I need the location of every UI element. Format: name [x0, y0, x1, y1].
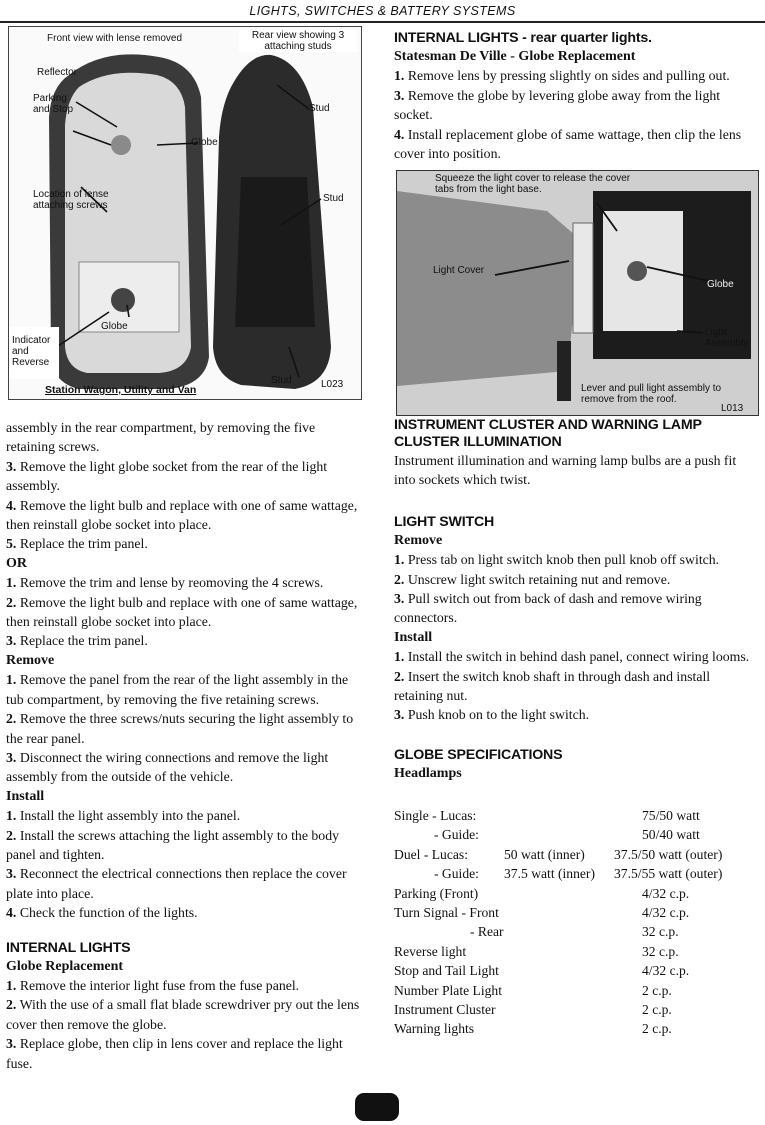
remove-step-2: 2. Remove the three screws/nuts securing the light assembly to the rear panel.: [6, 711, 354, 746]
ls-remove-step-3: 3. Pull switch out from back of dash and remove wiring connectors.: [394, 591, 702, 626]
ls-install-step-2: 2. Insert the switch knob shaft in through dash and install retaining nut.: [394, 668, 711, 704]
header-rule: [0, 21, 765, 23]
spec-row: Number Plate Light 2 c.p.: [394, 982, 672, 998]
parking-stop-label: Parking and Stop: [33, 93, 74, 115]
or-heading: OR: [6, 555, 27, 571]
globe-top-label: Globe: [191, 137, 218, 148]
squeeze-caption: Squeeze the light cover to release the cover tabs from the light base.: [435, 173, 631, 195]
remove-step-3: 3. Disconnect the wiring connections and remove the light assembly from the outside of the vehicle.: [6, 749, 329, 785]
light-switch-remove-heading: Remove: [394, 532, 443, 548]
statesman-subheading: Statesman De Ville - Globe Replacement: [394, 49, 636, 64]
rear-view-label: Rear view showing 3 attaching studs: [239, 30, 357, 52]
spec-row: Turn Signal - Front 4/32 c.p.: [394, 904, 690, 920]
reflector-label: Reflector: [37, 67, 78, 78]
step-4: 4. Remove the light bulb and replace with one of same wattage, then reinstall globe socket into place.: [6, 497, 358, 533]
rear-quarter-heading: INTERNAL LIGHTS - rear quarter lights.: [394, 30, 652, 46]
instrument-cluster-text: Instrument illumination and warning lamp bulbs are a push fit into sockets which twist.: [394, 453, 737, 488]
lever-caption: Lever and pull light assembly to remove from the roof.: [581, 383, 722, 405]
continued-text: assembly in the rear compartment, by removing the five retaining screws.: [6, 420, 316, 455]
ls-remove-step-2: 2. Unscrew light switch retaining nut and remove.: [394, 571, 671, 587]
right-column-lower: [394, 417, 756, 783]
rq-step-3: 3. Remove the globe by levering globe away from the light socket.: [394, 87, 721, 123]
install-step-3: 3. Reconnect the electrical connections then replace the cover plate into place.: [6, 866, 347, 901]
internal-step-3: 3. Replace globe, then clip in lens cover and replace the light fuse.: [6, 1036, 343, 1071]
install-step-1: 1. Install the light assembly into the panel.: [6, 808, 241, 824]
spec-row: Warning lights 2 c.p.: [394, 1021, 672, 1037]
remove-step-1: 1. Remove the panel from the rear of the light assembly in the tub compartment, by removing the five retaining screws.: [6, 672, 349, 707]
rq-step-1: 1. Remove lens by pressing slightly on sides and pulling out.: [394, 68, 730, 84]
tail-light-illustration: [9, 27, 361, 399]
light-assembly-label: Light Assembly: [705, 327, 749, 349]
figure-caption: Station Wagon, Utility and Van: [45, 384, 197, 396]
spec-row: Duel - Lucas: 50 watt (inner) 37.5/50 watt (outer): [394, 846, 723, 862]
spec-row: Stop and Tail Light 4/32 c.p.: [394, 963, 690, 979]
step-3: 3. Remove the light globe socket from the rear of the light assembly.: [6, 458, 328, 494]
spec-row: Parking (Front) 4/32 c.p.: [394, 885, 690, 901]
rear-quarter-section: [394, 30, 756, 163]
figure-code: L013: [721, 403, 744, 414]
install-step-4: 4. Check the function of the lights.: [6, 905, 198, 921]
rq-step-4: 4. Install replacement globe of same wattage, then clip the lens cover into position.: [394, 126, 742, 162]
light-switch-install-heading: Install: [394, 629, 433, 645]
globe-specs-heading: GLOBE SPECIFICATIONS: [394, 746, 563, 763]
indicator-reverse-label: Indicator and Reverse: [12, 335, 51, 368]
internal-step-2: 2. With the use of a small flat blade screwdriver pry out the lens cover then remove the globe.: [6, 997, 360, 1032]
interior-light-illustration: [397, 171, 758, 415]
remove-heading: Remove: [6, 652, 55, 668]
step-5: 5. Replace the trim panel.: [6, 536, 148, 552]
globe-label: Globe: [707, 279, 734, 290]
alt-step-3: 3. Replace the trim panel.: [6, 633, 148, 649]
headlamps-heading: Headlamps: [394, 765, 462, 781]
internal-step-1: 1. Remove the interior light fuse from the fuse panel.: [6, 977, 300, 993]
figure-code: L023: [321, 379, 344, 390]
screw-location-label: Location of lense attaching screws: [33, 189, 109, 211]
spec-row: - Guide: 50/40 watt: [434, 827, 700, 843]
install-heading: Install: [6, 788, 45, 804]
alt-step-2: 2. Remove the light bulb and replace with one of same wattage, then reinstall globe socket into place.: [6, 594, 358, 630]
alt-step-1: 1. Remove the trim and lense by reomoving the 4 screws.: [6, 575, 324, 591]
stud-label-3: Stud: [271, 375, 292, 386]
spec-row: Instrument Cluster 2 c.p.: [394, 1001, 672, 1017]
spec-row: Reverse light 32 c.p.: [394, 943, 679, 959]
stud-label-2: Stud: [323, 193, 344, 204]
interior-light-figure: [396, 170, 759, 416]
ls-install-step-1: 1. Install the switch in behind dash panel, connect wiring looms.: [394, 649, 750, 665]
ls-remove-step-1: 1. Press tab on light switch knob then pull knob off switch.: [394, 552, 720, 568]
light-switch-heading: LIGHT SWITCH: [394, 513, 495, 530]
instrument-cluster-heading: INSTRUMENT CLUSTER AND WARNING LAMP CLUSTER ILLUMINATION: [394, 417, 702, 450]
ls-install-step-3: 3. Push knob on to the light switch.: [394, 707, 590, 723]
page-tab-marker: [355, 1093, 399, 1121]
stud-label-1: Stud: [309, 103, 330, 114]
globe-specs-table: [394, 806, 756, 1039]
light-cover-label: Light Cover: [433, 265, 485, 276]
globe-replacement-heading: Globe Replacement: [6, 958, 124, 974]
spec-row: - Rear 32 c.p.: [470, 924, 679, 940]
spec-row: Single - Lucas: 75/50 watt: [394, 808, 700, 823]
spec-row: - Guide: 37.5 watt (inner) 37.5/55 watt (outer): [434, 866, 723, 882]
front-view-label: Front view with lense removed: [47, 33, 183, 44]
globe-bottom-label: Globe: [101, 321, 128, 332]
running-header: LIGHTS, SWITCHES & BATTERY SYSTEMS: [249, 4, 516, 18]
install-step-2: 2. Install the screws attaching the light assembly to the body panel and tighten.: [6, 827, 339, 862]
left-column: [6, 418, 364, 1073]
tail-light-figure: [8, 26, 362, 400]
internal-lights-heading: INTERNAL LIGHTS: [6, 939, 131, 956]
